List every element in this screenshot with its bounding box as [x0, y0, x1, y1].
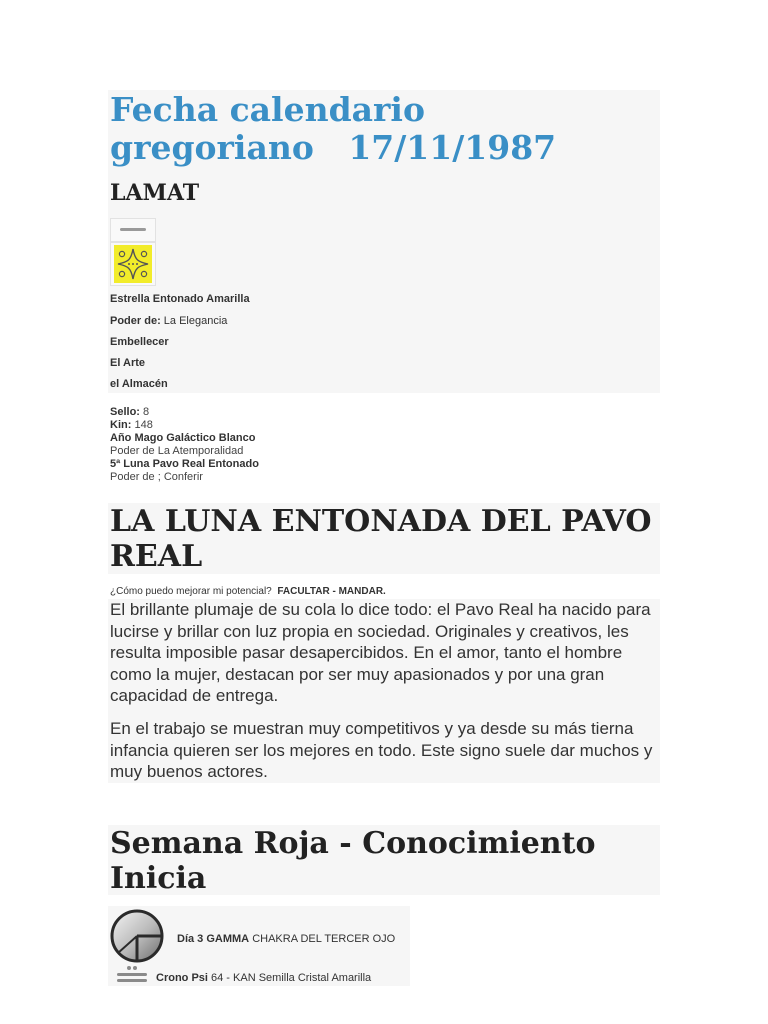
seal-label: Sello: — [110, 406, 140, 418]
description-paragraph-1: El brillante plumaje de su cola lo dice todo: el Pavo Real ha nacido para lucirse y brillar con luz propia en sociedad. Originales y creativos, les resulta imposible pasar desapercibidos. En el amor, tanto el hombre como la mujer, destacan por ser muy apasionados y por una gran capacidad de entrega. — [110, 600, 651, 705]
day-info — [177, 933, 395, 945]
week-heading: Semana Roja - Conocimiento Inicia — [110, 826, 596, 896]
title-line-2 — [110, 129, 655, 167]
page-title — [110, 91, 655, 167]
question-text: ¿Cómo puedo mejorar mi potencial? — [110, 586, 272, 597]
day-label: Día 3 GAMMA — [177, 933, 250, 945]
year-row: Año Mago Galáctico Blanco — [110, 432, 256, 444]
title-line-1: Fecha calendario — [110, 90, 425, 129]
sign-place: el Almacén — [110, 378, 168, 390]
kin-value: 148 — [134, 419, 153, 431]
seal-value: 8 — [143, 406, 150, 418]
description-paragraph-2: En el trabajo se muestran muy competitivos y ya desde su más tierna infancia quieren ser los mejores en todo. Este signo suele dar muchos y muy buenos actores. — [110, 719, 653, 781]
lamat-star-glyph-icon — [110, 242, 156, 286]
sign-power-label: Poder de: — [110, 315, 161, 327]
seal-row — [110, 405, 510, 419]
sign-tone-color: Estrella Entonado Amarilla — [110, 293, 250, 305]
title-label: gregoriano — [110, 128, 314, 167]
question-answer: FACULTAR - MANDAR. — [277, 586, 386, 597]
day-value: CHAKRA DEL TERCER OJO — [252, 933, 396, 945]
moon-row: 5ª Luna Pavo Real Entonado — [110, 458, 259, 470]
kin-label: Kin: — [110, 419, 132, 431]
sign-name: LAMAT — [110, 180, 200, 206]
crono-value: 64 - KAN Semilla Cristal Amarilla — [211, 972, 372, 984]
crono-info — [156, 972, 371, 984]
third-eye-chakra-icon — [110, 909, 164, 963]
sign-essence: El Arte — [110, 357, 146, 369]
sign-power-value: La Elegancia — [163, 315, 228, 327]
kin-info — [110, 405, 510, 484]
tone-one-bar-icon — [110, 218, 156, 242]
moon-power-row: Poder de ; Conferir — [110, 471, 203, 483]
sign-action: Embellecer — [110, 336, 169, 348]
kin-row — [110, 418, 510, 432]
moon-heading: LA LUNA ENTONADA DEL PAVO REAL — [110, 504, 652, 574]
sign-power — [110, 315, 227, 327]
title-date: 17/11/1987 — [348, 128, 557, 167]
crono-label: Crono Psi — [156, 972, 208, 984]
potential-question — [110, 586, 386, 597]
year-power-row: Poder de La Atemporalidad — [110, 445, 244, 457]
crono-psi-tone-icon — [110, 966, 154, 986]
